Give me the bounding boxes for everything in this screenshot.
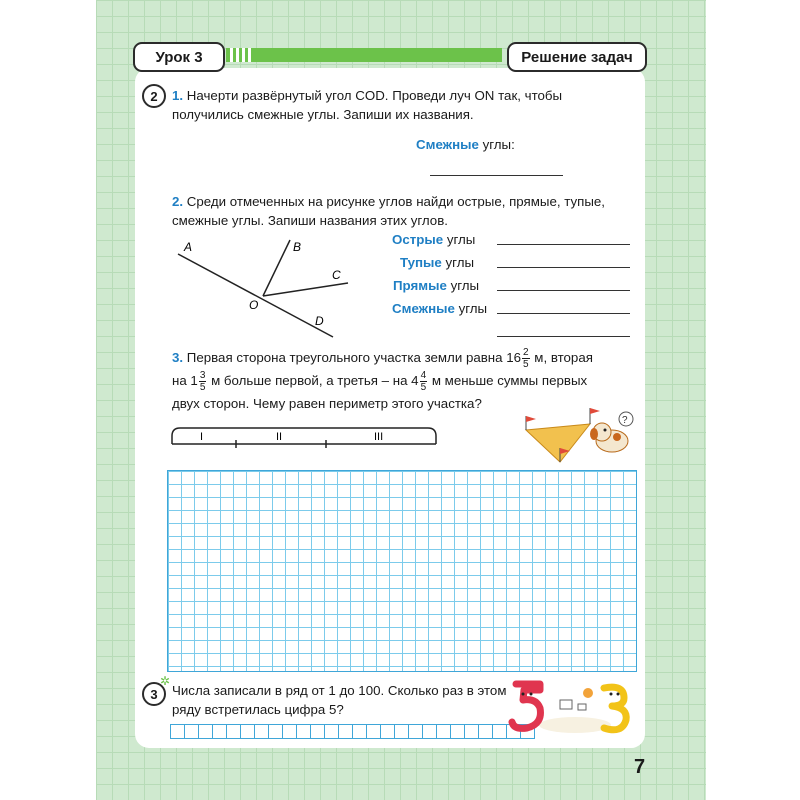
task-3-text: Числа записали в ряд от 1 до 100. Сколько раз в этом ряду встретилась цифра 5? [172, 683, 507, 717]
subtask-3-text: м больше первой, а третья – на 4 [211, 373, 419, 389]
answer-right-label: Прямые [393, 278, 447, 293]
task-number-badge: 2 [142, 84, 166, 108]
subtask-3-text: Первая сторона треугольного участка земли равна 16 [186, 350, 522, 366]
answer-adjacent-1-label: Смежные [416, 137, 479, 152]
point-label: B [293, 240, 302, 254]
point-label: D [315, 314, 324, 328]
subtask-3-text: м меньше суммы первых [431, 373, 588, 389]
answer-adjacent-2-label: Смежные [392, 301, 455, 316]
segment-label: III [374, 431, 384, 443]
answer-adjacent-2-rest: углы [458, 301, 488, 316]
fraction: $\frac{3}{5}$ [199, 370, 206, 393]
subtask-2-number: 2. [172, 194, 184, 209]
topic-label: Решение задач [507, 42, 647, 72]
subtask-3-text: двух сторон. Чему равен периметр этого участка? [172, 396, 482, 411]
fraction: $\frac{4}{5}$ [420, 370, 427, 393]
task-number-badge: 3 [142, 682, 166, 706]
subtask-3-text: м, вторая [534, 350, 593, 366]
subtask-1-number: 1. [172, 88, 184, 103]
subtask-3-text: на 1 [172, 373, 198, 389]
table-image [539, 717, 611, 733]
point-label: A [184, 240, 193, 254]
lesson-label: Урок 3 [133, 42, 225, 72]
answer-acute-label: Острые [392, 232, 444, 247]
answer-right-rest: углы [450, 278, 480, 293]
subtask-3-number: 3. [172, 350, 184, 366]
point-label: C [332, 268, 341, 282]
subtask-1-text: Начерти развёрнутый угол COD. Проведи луч ON так, чтобы получились смежные углы. Запиши их названия. [172, 88, 563, 122]
fraction: $\frac{2}{5}$ [523, 347, 529, 370]
teapot-image [560, 700, 572, 709]
point-label: O [249, 298, 259, 312]
answer-acute-rest: углы [446, 232, 476, 247]
page-number: 7 [634, 756, 646, 778]
answer-adjacent-1-rest: углы: [482, 137, 515, 152]
star-icon: ✲ [160, 674, 171, 688]
subtask-2-text: Среди отмеченных на рисунке углов найди острые, прямые, тупые, смежные углы. Запиши названия этих углов. [172, 194, 605, 228]
segment-label: II [276, 431, 283, 443]
digit-five-character [512, 684, 540, 728]
segment-label: I [200, 431, 204, 443]
answer-obtuse-label: Тупые [400, 255, 442, 270]
svg-text:?: ? [622, 415, 628, 426]
answer-obtuse-rest: углы [445, 255, 475, 270]
